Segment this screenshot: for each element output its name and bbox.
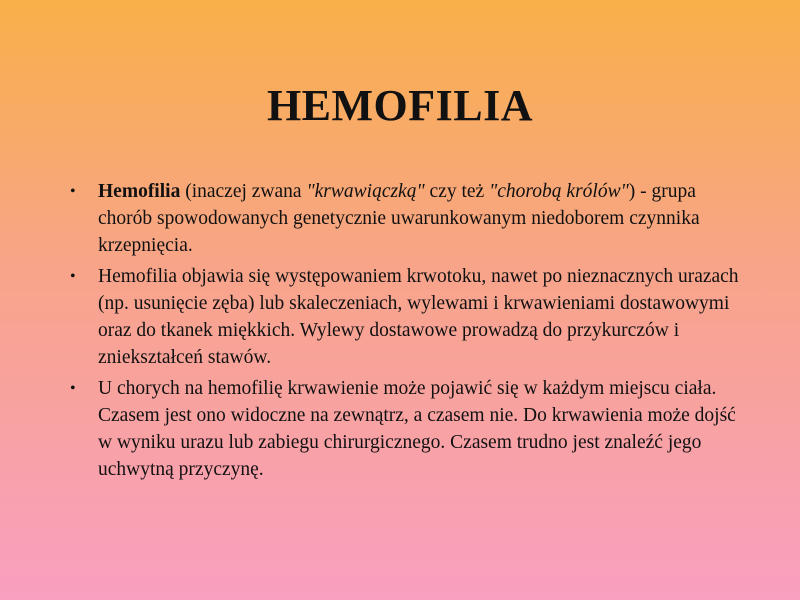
bullet-list xyxy=(70,178,750,487)
bullet-text-part: "chorobą królów" xyxy=(489,181,629,202)
bullet-dot-icon: • xyxy=(70,183,76,200)
bullet-text-part: "krwawiączką" xyxy=(306,181,425,202)
slide-title: HEMOFILIA xyxy=(266,81,534,130)
bullet-text-part: (inaczej zwana xyxy=(180,181,307,202)
bullet-item-bleeding xyxy=(70,375,750,483)
bullet-item-symptoms xyxy=(70,263,750,371)
bullet-dot-icon: • xyxy=(70,268,76,285)
bullet-text: Hemofilia objawia się występowaniem krwotoku, nawet po nieznacznych urazach (np. usunięcie zęba) lub skaleczeniach, wylewami i krwawieniami dostawowymi oraz do tkanek miękkich. Wylewy dostawowe prowadzą do przykurczów i zniekształceń stawów. xyxy=(98,266,739,368)
bullet-text-part: Hemofilia xyxy=(98,181,181,202)
bullet-text: U chorych na hemofilię krwawienie może pojawić się w każdym miejscu ciała. Czasem jest ono widoczne na zewnątrz, a czasem nie. Do krwawienia może dojść w wyniku urazu lub zabiegu chirurgicznego. Czasem trudno jest znaleźć jego uchwytną przyczynę. xyxy=(98,378,736,480)
bullet-item-definition xyxy=(70,178,750,259)
bullet-dot-icon: • xyxy=(70,380,76,397)
bullet-text-part: ) - grupa chorób spowodowanych genetycznie uwarunkowanym niedoborem czynnika krzepnięcia. xyxy=(98,181,700,256)
bullet-text-part: czy też xyxy=(424,181,490,202)
